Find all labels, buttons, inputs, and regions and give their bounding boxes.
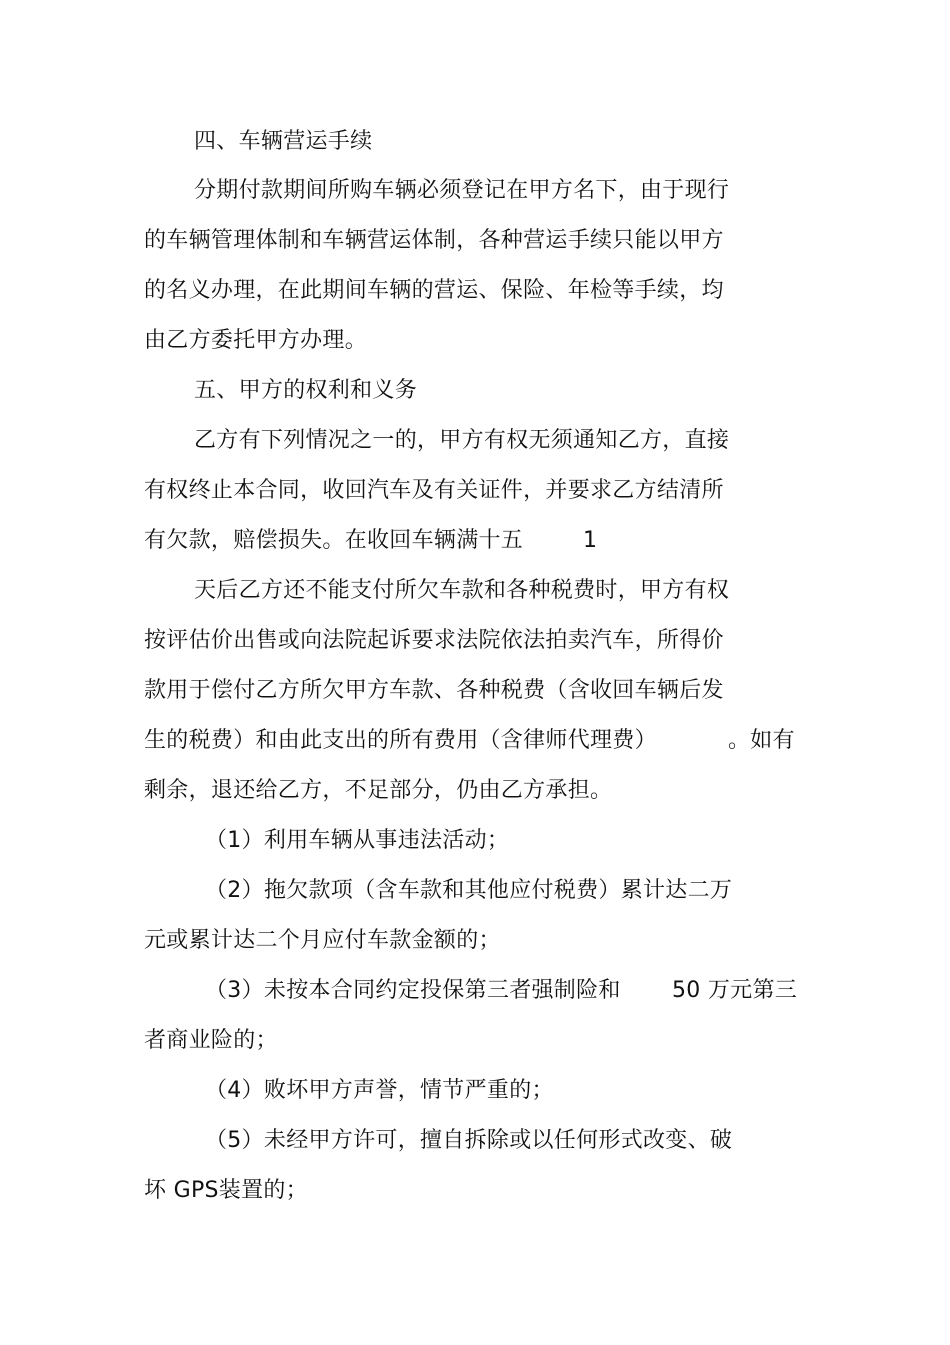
list-item-1: （1）利用车辆从事违法活动； bbox=[205, 828, 510, 853]
paragraph-line: 有欠款，赔偿损失。在收回车辆满十五 bbox=[144, 528, 524, 553]
paragraph-line: 按评估价出售或向法院起诉要求法院依法拍卖汽车，所得价 bbox=[144, 628, 724, 653]
paragraph-line: 由乙方委托甲方办理。 bbox=[144, 328, 368, 353]
paragraph-line: 天后乙方还不能支付所欠车款和各种税费时，甲方有权 bbox=[194, 578, 730, 603]
list-item-3: （3）未按本合同约定投保第三者强制险和 bbox=[205, 978, 621, 1003]
paragraph-line: 的车辆管理体制和车辆营运体制，各种营运手续只能以甲方 bbox=[144, 228, 724, 253]
paragraph-line-tail: 。如有 bbox=[728, 728, 795, 753]
paragraph-line: 生的税费）和由此支出的所有费用（含律师代理费） bbox=[144, 728, 657, 753]
section-heading-5: 五、甲方的权利和义务 bbox=[194, 378, 418, 403]
paragraph-line: 有权终止本合同，收回汽车及有关证件，并要求乙方结清所 bbox=[144, 478, 724, 503]
list-item-5: （5）未经甲方许可，擅自拆除或以任何形式改变、破 bbox=[205, 1128, 733, 1153]
paragraph-line: 分期付款期间所购车辆必须登记在甲方名下，由于现行 bbox=[194, 178, 730, 203]
paragraph-line: 款用于偿付乙方所欠甲方车款、各种税费（含收回车辆后发 bbox=[144, 678, 724, 703]
list-item-2: （2）拖欠款项（含车款和其他应付税费）累计达二万 bbox=[205, 878, 733, 903]
section-heading-4: 四、车辆营运手续 bbox=[194, 129, 373, 154]
paragraph-line: 的名义办理，在此期间车辆的营运、保险、年检等手续，均 bbox=[144, 278, 724, 303]
list-item-2-cont: 元或累计达二个月应付车款金额的； bbox=[144, 928, 501, 953]
list-item-4: （4）败坏甲方声誉，情节严重的； bbox=[205, 1078, 554, 1103]
list-item-3-tail: 50 万元第三 bbox=[672, 978, 798, 1003]
list-item-3-cont: 者商业险的； bbox=[144, 1028, 278, 1053]
list-item-5-cont: 坏 GPS装置的； bbox=[144, 1178, 308, 1203]
paragraph-line: 剩余，退还给乙方，不足部分，仍由乙方承担。 bbox=[144, 778, 613, 803]
page-number: 1 bbox=[583, 528, 598, 553]
paragraph-line: 乙方有下列情况之一的，甲方有权无须通知乙方，直接 bbox=[194, 428, 730, 453]
